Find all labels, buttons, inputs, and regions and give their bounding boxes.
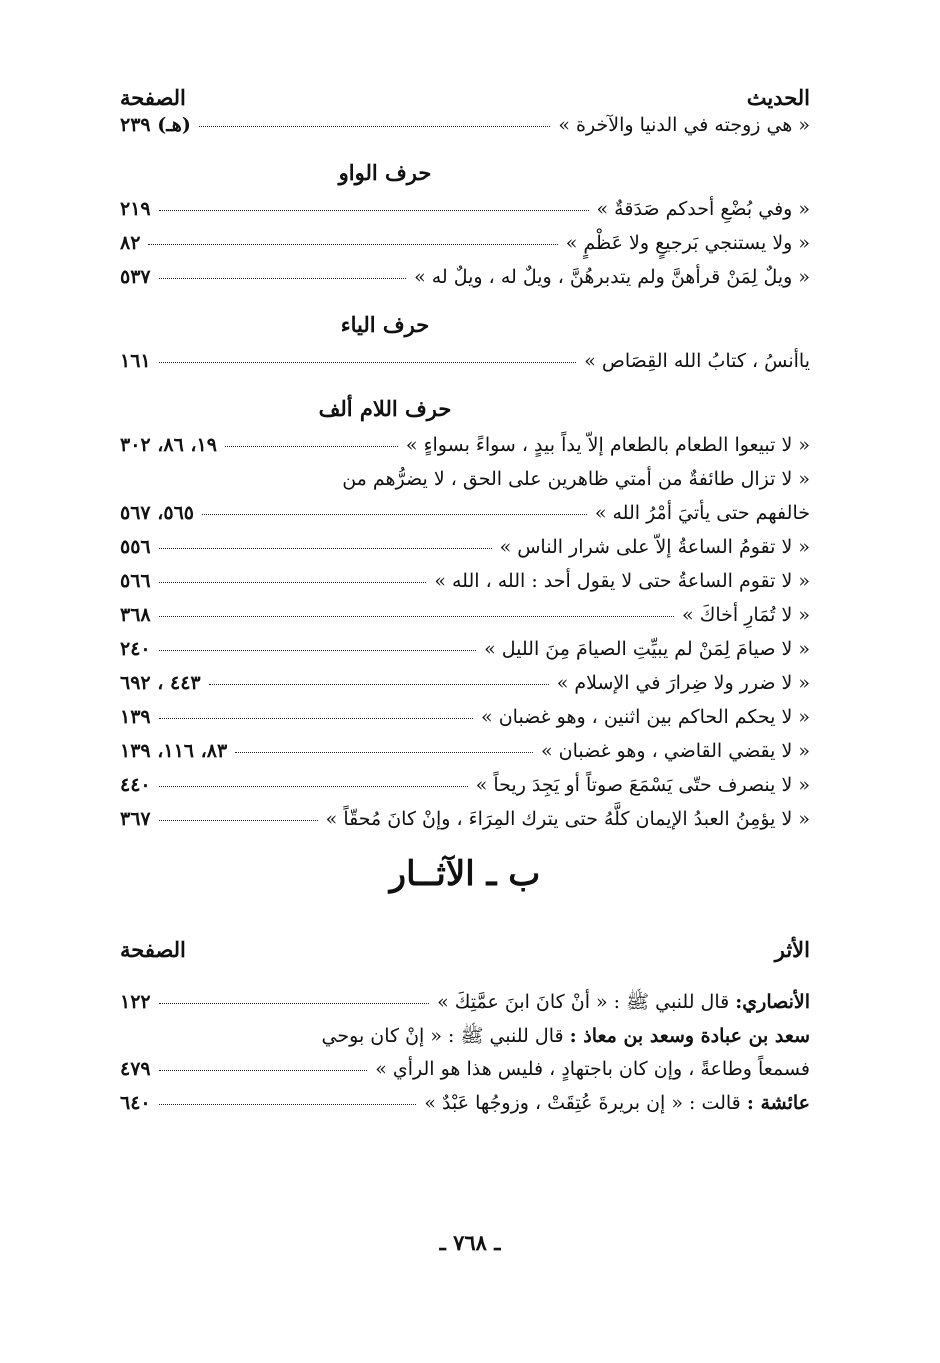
entry-text: « لا تقومُ الساعةُ إلاّ على شرار الناس » — [499, 536, 810, 558]
leader-dots — [199, 126, 551, 127]
entry-page: ١٢٢ — [120, 991, 151, 1013]
index-entry — [120, 434, 810, 468]
entry-page: ٥٣٧ — [120, 266, 151, 288]
entry-text: « لا يقضي القاضي ، وهو غضبان » — [540, 740, 810, 762]
entry-text: « ويلٌ لِمَنْ قرأهنَّ ولم يتدبرهُنَّ ، ويلٌ له ، ويلٌ له » — [414, 266, 810, 288]
leader-dots — [159, 616, 674, 617]
entry-page: ٢١٩ — [120, 198, 151, 220]
index-entry — [120, 706, 810, 740]
entry-text — [424, 1092, 810, 1114]
entry-page: ١٦١ — [120, 350, 151, 372]
entry-text: « لا ضرر ولا ضِرارَ في الإسلام » — [556, 672, 810, 694]
leader-dots — [235, 752, 533, 753]
leader-dots — [159, 1070, 368, 1071]
narrator-name: الأنصاري: — [735, 991, 810, 1013]
athar-text: قالت : « إن بريرةَ عُتِقَتْ ، وزوجُها عَبْدٌ » — [424, 1092, 741, 1114]
leader-dots — [159, 650, 476, 651]
index-entry-line — [120, 468, 810, 502]
athar-text: قال للنبي ﷺ : « أنْ كانَ ابنَ عمَّتِكَ » — [437, 991, 730, 1013]
index-page — [120, 80, 810, 1126]
entry-page: (هـ) ٢٣٩ — [120, 114, 191, 136]
index-entry — [120, 808, 810, 842]
entry-text: « لا يؤمِنُ العبدُ الإيمان كلَّهُ حتى يترك المِرَاءَ ، وإنْ كانَ مُحقّاً » — [325, 808, 810, 830]
entry-text: ياأنسُ ، كتابُ الله القِصَاص » — [584, 350, 810, 372]
entry-page: ١٩، ٨٦، ٣٠٢ — [120, 434, 217, 456]
index-entry — [120, 114, 810, 148]
leader-dots — [159, 1003, 429, 1004]
page-number: ـ ٧٦٨ ـ — [439, 1230, 501, 1255]
leader-dots — [209, 684, 549, 685]
entry-page: ٦٤٠ — [120, 1092, 151, 1114]
column-header — [120, 80, 810, 114]
section-heading-ya: حرف الياء — [340, 312, 430, 337]
index-entry — [120, 638, 810, 672]
entry-text: « لا صيامَ لِمَنْ لم يبيِّتِ الصيامَ مِنَ الليل » — [484, 638, 810, 660]
narrator-name: سعد بن عبادة وسعد بن معاذ : — [569, 1025, 810, 1047]
index-entry — [120, 740, 810, 774]
entry-page: ٤٤٠ — [120, 774, 151, 796]
index-entry — [120, 536, 810, 570]
section-heading-waw: حرف الواو — [338, 160, 432, 185]
entry-page: ١٣٩ — [120, 706, 151, 728]
entry-page: ٢٤٠ — [120, 638, 151, 660]
index-entry — [120, 604, 810, 638]
leader-dots — [159, 278, 406, 279]
index-entry — [120, 672, 810, 706]
athar-entry-line — [120, 1024, 810, 1058]
index-entry — [120, 350, 810, 384]
entry-text: « وفي بُضْعِ أحدكم صَدَقةٌ » — [596, 198, 810, 220]
athar-column-header — [120, 932, 810, 966]
leader-dots — [159, 362, 577, 363]
leader-dots — [148, 244, 557, 245]
entry-text: « لا يحكم الحاكم بين اثنين ، وهو غضبان » — [481, 706, 810, 728]
leader-dots — [159, 548, 492, 549]
page-column-label: الصفحة — [120, 84, 186, 110]
entry-page: ٨٢ — [120, 232, 141, 254]
entry-page: ٣٦٨ — [120, 604, 151, 626]
entry-page: ٨٣، ١١٦، ١٣٩ — [120, 740, 228, 762]
leader-dots — [159, 718, 473, 719]
athar-column-label: الأثر — [774, 936, 810, 962]
athar-entry — [120, 990, 810, 1024]
entry-text: « ولا يستنجي بَرجيعٍ ولا عَظْمٍ » — [565, 232, 810, 254]
section-heading-lamalef: حرف اللام ألف — [318, 396, 452, 421]
narrator-name: عائشة : — [746, 1092, 810, 1114]
entry-text-continued: خالفهم حتى يأتيَ أمْرُ الله » — [594, 502, 810, 524]
leader-dots — [159, 820, 318, 821]
entry-page: ٤٤٣ ، ٦٩٢ — [120, 672, 201, 694]
entry-text: « هي زوجته في الدنيا والآخرة » — [558, 114, 810, 136]
leader-dots — [159, 1104, 417, 1105]
entry-page: ٣٦٧ — [120, 808, 151, 830]
athar-entry — [120, 1092, 810, 1126]
index-entry — [120, 198, 810, 232]
leader-dots — [159, 582, 427, 583]
entry-page: ٤٧٩ — [120, 1058, 151, 1080]
entry-page: ٥٦٥، ٥٦٧ — [120, 502, 194, 524]
athar-section-title: ب ـ الآثــار — [389, 854, 541, 894]
hadith-column-label: الحديث — [746, 84, 810, 110]
entry-text — [437, 990, 810, 1018]
leader-dots — [159, 786, 468, 787]
index-entry — [120, 232, 810, 266]
entry-page: ٥٦٦ — [120, 570, 151, 592]
entry-text: « لا تزال طائفةٌ من أمتي ظاهرين على الحق ، لا يضرُّهم من — [342, 468, 810, 490]
athar-text: قال للنبي ﷺ : « إنْ كان بوحي — [321, 1025, 564, 1047]
leader-dots — [202, 514, 587, 515]
entry-text: « لا تبيعوا الطعام بالطعام إلاّ يداً بيدٍ ، سواءً بسواءٍ » — [405, 434, 810, 456]
entry-text: « لا تقوم الساعةُ حتى لا يقول أحد : الله ، الله » — [434, 570, 810, 592]
leader-dots — [159, 210, 589, 211]
index-entry — [120, 502, 810, 536]
athar-entry — [120, 1058, 810, 1092]
index-entry — [120, 570, 810, 604]
entry-text-continued: فسمعاً وطاعةً ، وإن كان باجتهادٍ ، فليس هذا هو الرأي » — [375, 1058, 810, 1080]
index-entry — [120, 774, 810, 808]
entry-text — [322, 1024, 810, 1052]
entry-text: « لا تُمَارِ أخاكَ » — [682, 604, 810, 626]
entry-text: « لا ينصرف حتّى يَسْمَعَ صوتاً أو يَجِدَ ريحاً » — [475, 774, 810, 796]
leader-dots — [225, 446, 398, 447]
index-entry — [120, 266, 810, 300]
entry-page: ٥٥٦ — [120, 536, 151, 558]
page-column-label: الصفحة — [120, 936, 186, 962]
